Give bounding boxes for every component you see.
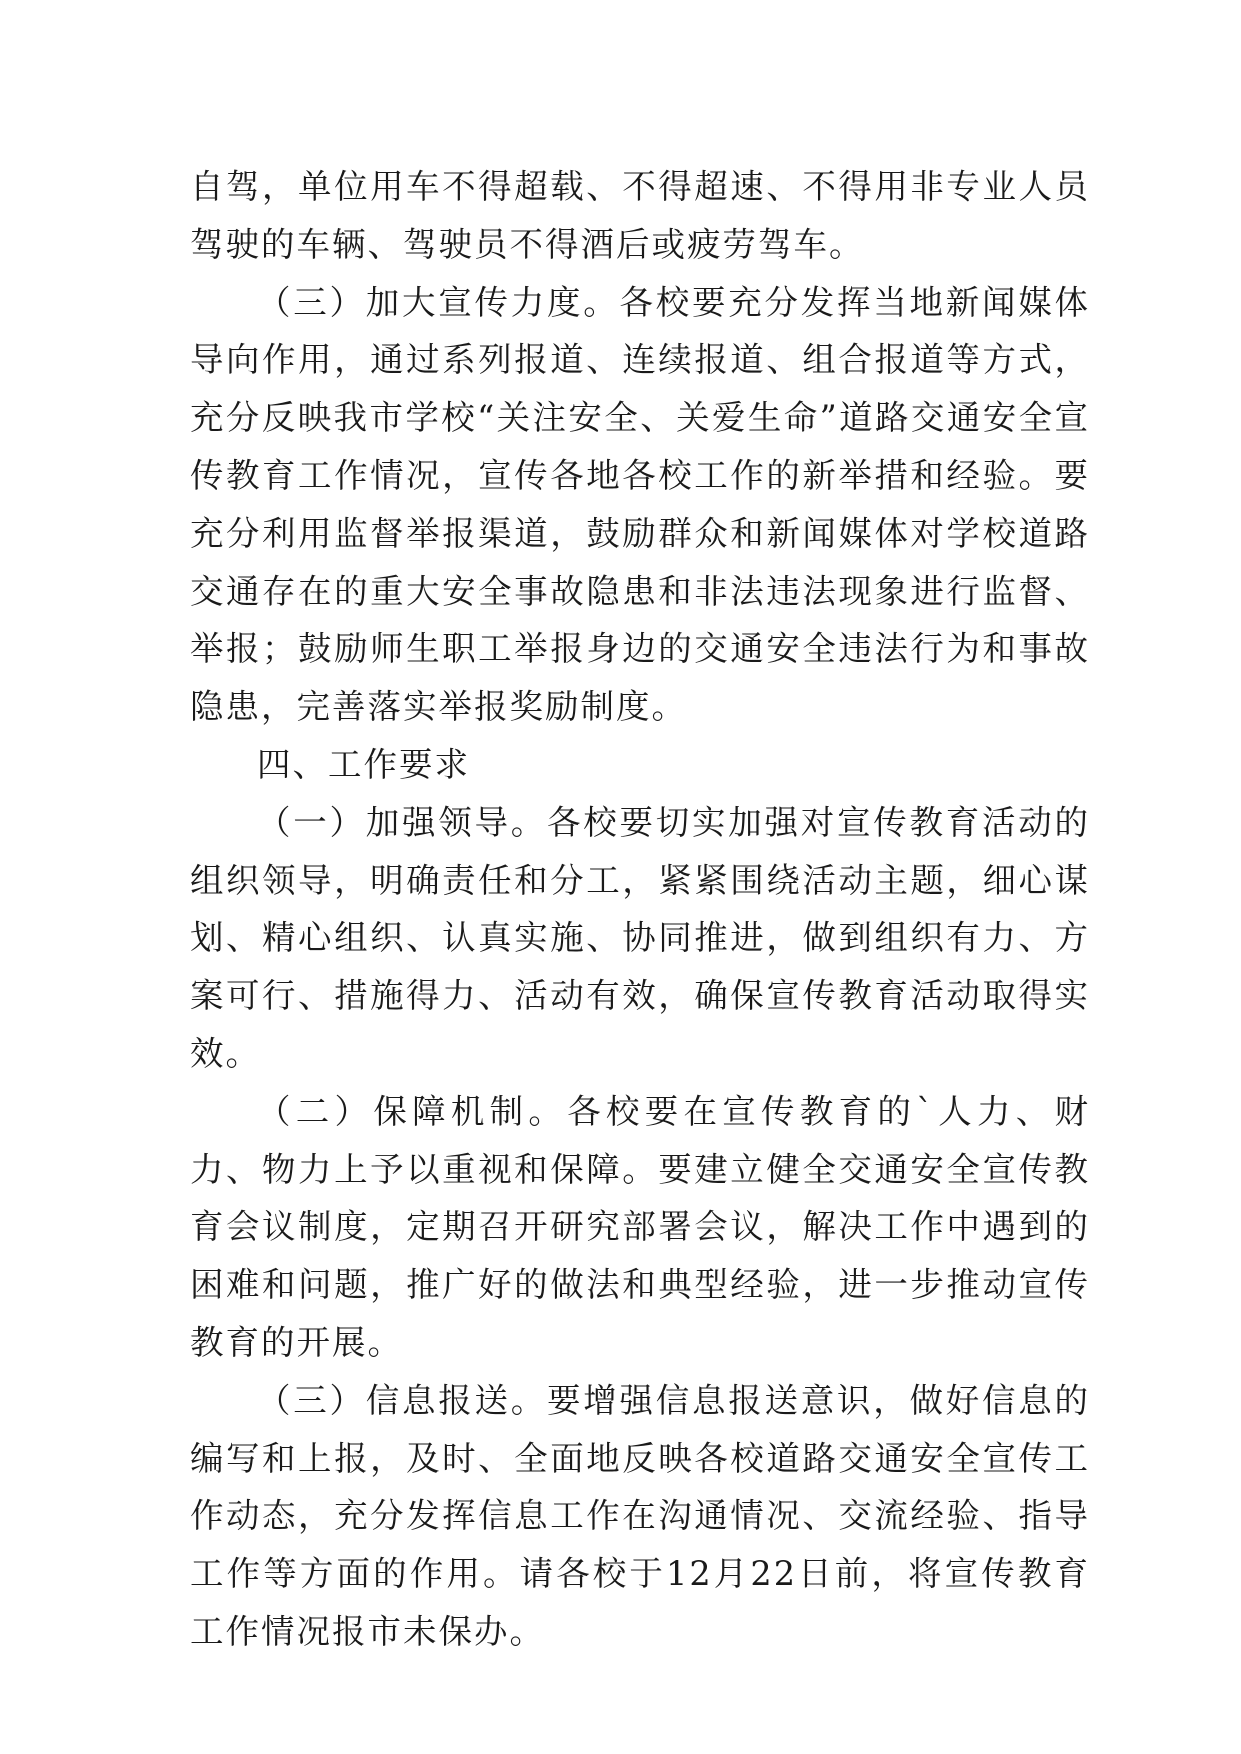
paragraph-publicity: （三）加大宣传力度。各校要充分发挥当地新闻媒体导向作用，通过系列报道、连续报道、组合报道等方式，充分反映我市学校“关注安全、关爱生命”道路交通安全宣传教育工作情况，宣传各地各校工作的新举措和经验。要充分利用监督举报渠道，鼓励群众和新闻媒体对学校道路交通存在的重大安全事故隐患和非法违法现象进行监督、举报；鼓励师生职工举报身边的交通安全违法行为和事故隐患，完善落实举报奖励制度。 bbox=[190, 282, 1090, 727]
paragraph-guarantee-mechanism: （二）保障机制。各校要在宣传教育的`人力、财力、物力上予以重视和保障。要建立健全交通安全宣传教育会议制度，定期召开研究部署会议，解决工作中遇到的困难和问题，推广好的做法和典型经验，进一步推动宣传教育的开展。 bbox=[190, 1091, 1090, 1362]
section-heading-work-requirements: 四、工作要求 bbox=[257, 744, 470, 784]
paragraph-vehicle-rules: 自驾，单位用车不得超载、不得超速、不得用非专业人员驾驶的车辆、驾驶员不得酒后或疲劳驾车。 bbox=[190, 167, 1090, 264]
paragraph-leadership: （一）加强领导。各校要切实加强对宣传教育活动的组织领导，明确责任和分工，紧紧围绕活动主题，细心谋划、精心组织、认真实施、协同推进，做到组织有力、方案可行、措施得力、活动有效，确保宣传教育活动取得实效。 bbox=[190, 802, 1090, 1073]
paragraph-information-reporting: （三）信息报送。要增强信息报送意识，做好信息的编写和上报，及时、全面地反映各校道路交通安全宣传工作动态，充分发挥信息工作在沟通情况、交流经验、指导工作等方面的作用。请各校于12月22日前，将宣传教育工作情况报市未保办。 bbox=[190, 1380, 1090, 1651]
document-body bbox=[190, 158, 1090, 1661]
